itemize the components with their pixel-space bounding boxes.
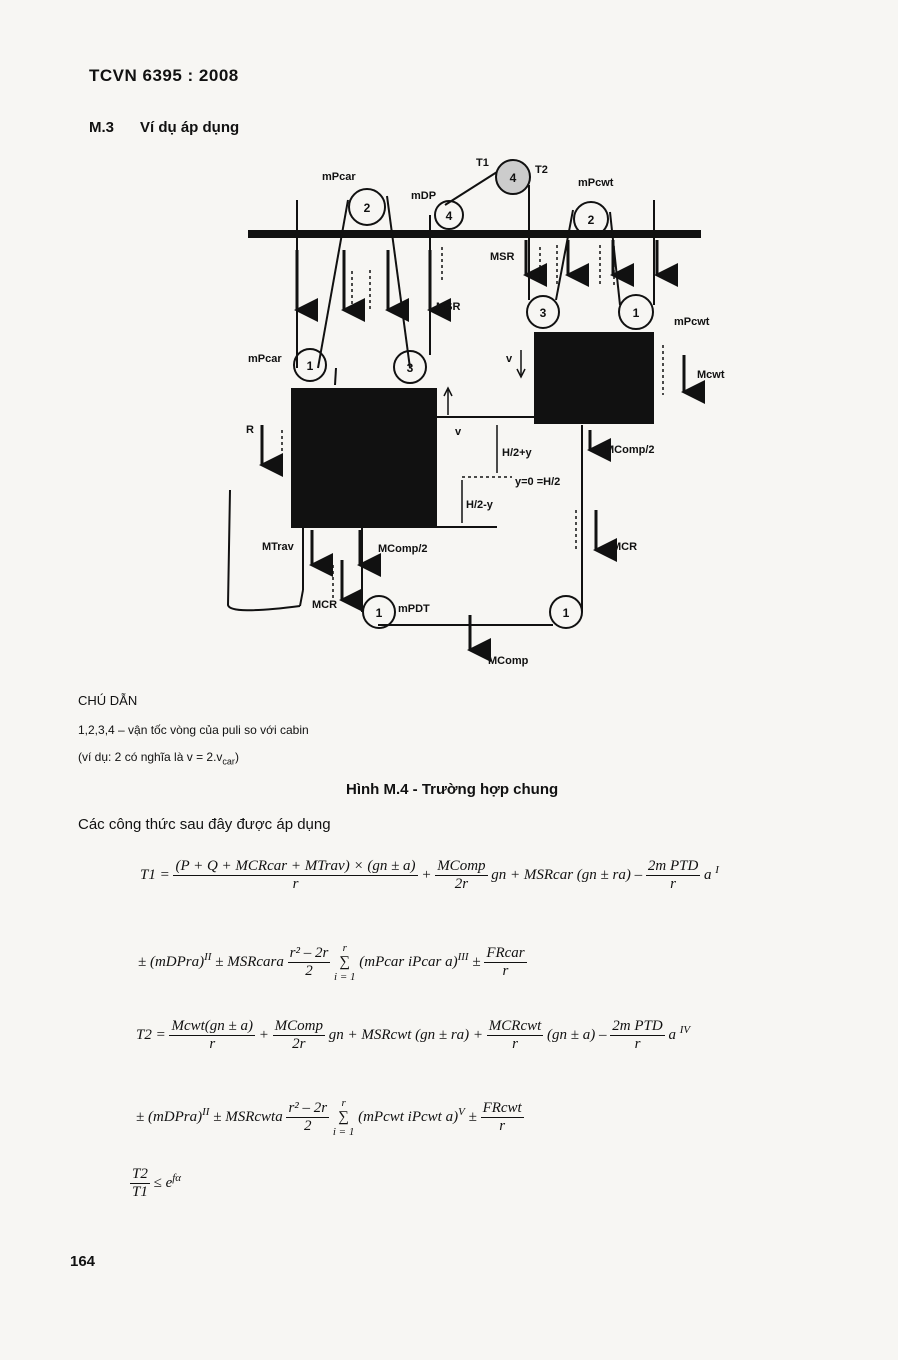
- legend-heading: CHÚ DẪN: [78, 693, 138, 708]
- equation-t1-continued: [138, 942, 527, 983]
- eq-denominator: r: [292, 876, 299, 892]
- eq-numerator: r² – 2r: [288, 1100, 328, 1116]
- label-h2-minus-y: H/2-y: [466, 499, 493, 511]
- eq-fraction: [169, 1018, 255, 1053]
- eq-mark: IV: [679, 1023, 691, 1036]
- eq-numerator: FRcwt: [482, 1100, 522, 1116]
- eq-denominator: 2: [304, 1118, 312, 1134]
- label-mdp: mDP: [411, 190, 437, 202]
- eq-term: ≤ e: [153, 1174, 173, 1191]
- eq-term: a: [704, 866, 712, 883]
- eq-numerator: FRcar: [486, 945, 525, 961]
- pulley-number: 2: [363, 201, 371, 215]
- pulley-number: 1: [632, 306, 640, 320]
- figure-caption: Hình M.4 - Trường hợp chung: [346, 781, 559, 798]
- eq-denominator: r: [670, 876, 676, 892]
- label-mpdt: mPDT: [398, 603, 430, 615]
- eq-summation: [333, 1097, 354, 1138]
- sigma-icon: ∑: [339, 954, 351, 970]
- section-title: Ví dụ áp dụng: [140, 119, 240, 136]
- label-h2-plus-y: H/2+y: [502, 447, 532, 459]
- pulley-number: 1: [562, 606, 570, 620]
- document-header: TCVN 6395 : 2008: [89, 66, 239, 85]
- label-mpcar-top: mPcar: [322, 171, 356, 183]
- eq-denominator: r: [209, 1036, 216, 1052]
- eq-mark: V: [458, 1105, 465, 1118]
- label-msr-right: MSR: [490, 251, 515, 263]
- eq-numerator: MCRcwt: [488, 1018, 542, 1034]
- label-mcwt: Mcwt: [697, 369, 725, 381]
- eq-fraction: [286, 1100, 329, 1135]
- eq-term: T2 =: [136, 1026, 166, 1043]
- eq-numerator: T2: [132, 1166, 148, 1182]
- eq-numerator: (P + Q + MCRcar + MTrav) × (gn ± a): [175, 858, 416, 874]
- eq-term: (mPcwt iPcwt a): [358, 1108, 459, 1125]
- eq-fraction: [481, 1100, 524, 1135]
- eq-fraction: [487, 1018, 544, 1053]
- pulley-number: 3: [406, 361, 414, 375]
- eq-term: (gn ± a) –: [547, 1026, 607, 1043]
- intro-text: Các công thức sau đây được áp dụng: [78, 816, 331, 833]
- eq-denominator: r: [634, 1036, 641, 1052]
- eq-denominator: 2r: [454, 876, 469, 892]
- eq-term: ± MSRcara: [215, 953, 284, 970]
- legend-text: (ví dụ: 2 có nghĩa là v = 2.v: [78, 750, 223, 764]
- eq-numerator: MComp: [437, 858, 486, 874]
- eq-term: (mPcar iPcar a): [359, 953, 458, 970]
- eq-term: ±: [468, 1108, 477, 1125]
- pulley-number: 1: [375, 606, 383, 620]
- eq-denominator: T1: [132, 1184, 148, 1200]
- eq-term: +: [258, 1026, 269, 1043]
- eq-fraction: [646, 858, 700, 893]
- car-block: [291, 388, 437, 528]
- legend-line: 1,2,3,4 – vận tốc vòng của puli so với cabin: [78, 723, 309, 737]
- eq-term: +: [421, 866, 432, 883]
- eq-mark: III: [457, 950, 469, 963]
- label-mcomp: MComp: [488, 655, 529, 667]
- eq-mark: I: [715, 863, 719, 876]
- eq-numerator: 2m PTD: [612, 1018, 663, 1034]
- machine-beam: [248, 230, 701, 238]
- label-v-car: v: [455, 426, 462, 438]
- eq-term: ±: [472, 953, 481, 970]
- equation-ratio: [130, 1166, 181, 1201]
- lift-traction-diagram: [0, 150, 898, 680]
- legend-text-end: ): [234, 750, 239, 764]
- pulley-number: 4: [445, 209, 453, 223]
- label-mpcar-left: mPcar: [248, 353, 282, 365]
- eq-term: T1 =: [140, 866, 170, 883]
- eq-term: gn + MSRcwt (gn ± ra) +: [328, 1026, 484, 1043]
- eq-term: ± (mDPra): [136, 1108, 203, 1125]
- legend-line: [78, 750, 239, 766]
- pulley-number: 3: [539, 306, 547, 320]
- label-mcomp2-left: MComp/2: [378, 543, 428, 555]
- eq-fraction: [610, 1018, 664, 1053]
- eq-fraction: [173, 858, 417, 893]
- label-mcr-right: MCR: [612, 541, 638, 553]
- label-v-cwt: v: [506, 353, 513, 365]
- equation-t2-continued: [136, 1097, 524, 1138]
- page-number: 164: [70, 1253, 96, 1270]
- label-mtrav: MTrav: [262, 541, 294, 553]
- eq-exponent: fα: [172, 1171, 182, 1184]
- eq-sum-bottom: i = 1: [332, 1126, 355, 1138]
- label-t2: T2: [535, 164, 548, 176]
- label-mpcwt-top: mPcwt: [578, 177, 614, 189]
- legend-subscript: car: [222, 756, 235, 767]
- eq-term: ± (mDPra): [138, 953, 205, 970]
- eq-denominator: r: [499, 1118, 506, 1134]
- label-mcomp2-right: MComp/2: [605, 444, 655, 456]
- eq-term: gn + MSRcar (gn ± ra) –: [491, 866, 643, 883]
- eq-summation: [334, 942, 355, 983]
- sigma-icon: ∑: [338, 1109, 349, 1125]
- label-mpcwt-right: mPcwt: [674, 316, 710, 328]
- eq-numerator: MComp: [274, 1018, 323, 1034]
- eq-sum-top: r: [342, 942, 347, 954]
- counterweight-block: [534, 332, 654, 424]
- label-r: R: [246, 424, 254, 436]
- equation-t2: [136, 1018, 690, 1053]
- pulley-number: 1: [306, 359, 314, 373]
- eq-mark: II: [202, 1105, 210, 1118]
- label-mcr-left: MCR: [312, 599, 338, 611]
- eq-mark: II: [204, 950, 212, 963]
- eq-numerator: r² – 2r: [289, 945, 329, 961]
- eq-denominator: r: [512, 1036, 518, 1052]
- eq-denominator: r: [502, 963, 509, 979]
- eq-numerator: 2m PTD: [647, 858, 699, 874]
- pulley-number: 2: [587, 213, 595, 227]
- eq-term: ± MSRcwta: [213, 1108, 283, 1125]
- eq-sum-bottom: i = 1: [334, 971, 356, 983]
- label-msr-left: MSR: [436, 301, 461, 313]
- pulley-number: 4: [509, 171, 517, 185]
- eq-fraction: [273, 1018, 325, 1053]
- eq-fraction: [288, 945, 331, 980]
- eq-fraction: [484, 945, 526, 980]
- eq-sum-top: r: [341, 1097, 346, 1109]
- equation-t1: [140, 858, 719, 893]
- eq-fraction: [130, 1166, 150, 1201]
- label-y0: y=0 =H/2: [515, 476, 561, 488]
- section-number: M.3: [89, 119, 115, 136]
- eq-numerator: Mcwt(gn ± a): [171, 1018, 254, 1034]
- label-t1: T1: [476, 157, 489, 169]
- eq-fraction: [435, 858, 487, 893]
- eq-denominator: 2r: [292, 1036, 306, 1052]
- eq-denominator: 2: [305, 963, 313, 979]
- eq-term: a: [668, 1026, 676, 1043]
